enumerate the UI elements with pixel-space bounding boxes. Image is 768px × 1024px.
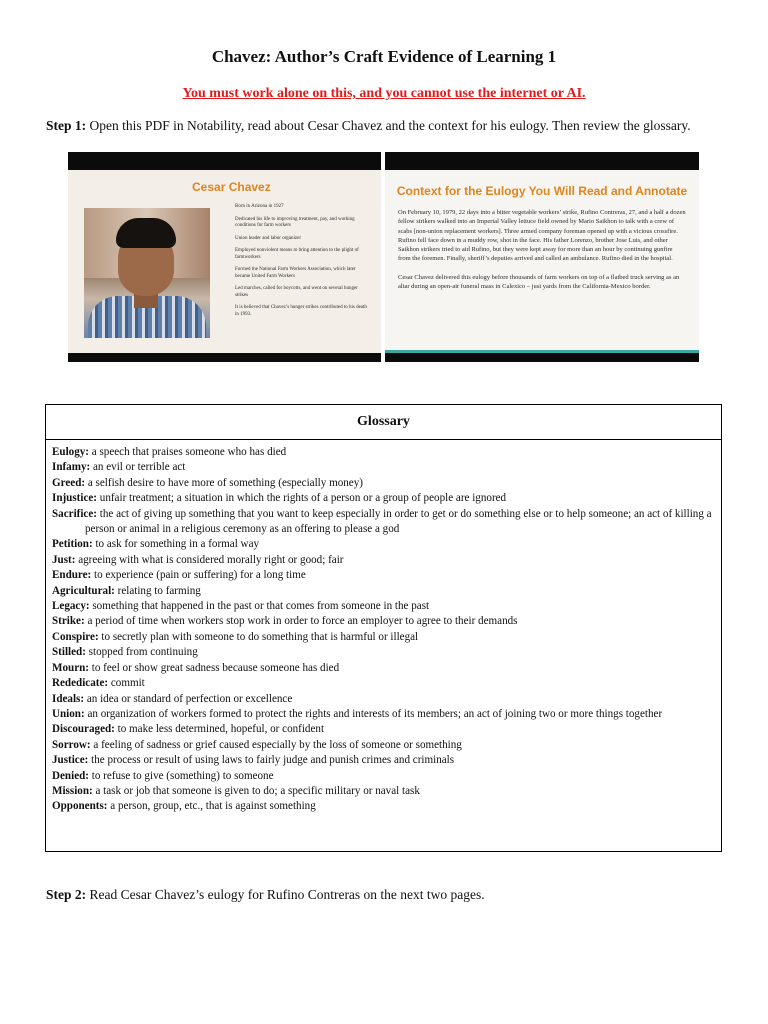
glossary-entry <box>52 568 715 583</box>
glossary-definition: the process or result of using laws to fairly judge and punish crimes and criminals <box>88 754 455 767</box>
fact-item: Led marches, called for boycotts, and went on several hunger strikes <box>235 286 358 298</box>
glossary-entry <box>52 692 715 707</box>
glossary-entry <box>52 537 715 552</box>
glossary-term: Ideals: <box>52 692 85 705</box>
glossary-term: Sacrifice: <box>52 507 97 520</box>
cesar-chavez-photo <box>84 208 210 338</box>
glossary-entry <box>52 799 715 814</box>
glossary-term: Greed: <box>52 476 86 489</box>
cesar-chavez-slide <box>68 152 381 362</box>
glossary-term: Injustice: <box>52 492 97 505</box>
glossary-definition: commit <box>108 677 145 690</box>
glossary-term: Union: <box>52 707 85 720</box>
fact-item: It is believed that Chavez’s hunger strikes contributed to his death in 1993. <box>235 305 367 317</box>
glossary-term: Strike: <box>52 615 85 628</box>
glossary-entry <box>52 630 715 645</box>
glossary-definition: an idea or standard of perfection or excellence <box>84 692 293 705</box>
glossary-entry <box>52 460 715 475</box>
glossary-entry <box>52 769 715 784</box>
glossary-term: Conspire: <box>52 630 99 643</box>
glossary-definition: to make less determined, hopeful, or confident <box>114 723 325 736</box>
slide-bottom-bar <box>68 353 381 362</box>
glossary-definition: to experience (pain or suffering) for a long time <box>91 569 306 582</box>
glossary-definition: to ask for something in a formal way <box>92 538 260 551</box>
glossary-entry <box>52 661 715 676</box>
glossary-definition: agreeing with what is considered morally right or good; fair <box>75 553 344 566</box>
step-2-label: Step 2: <box>46 887 87 902</box>
glossary-entry <box>52 722 715 737</box>
glossary-definition: a feeling of sadness or grief caused especially by the loss of someone or something <box>90 738 462 751</box>
glossary-term: Agricultural: <box>52 584 115 597</box>
glossary-term: Infamy: <box>52 461 91 474</box>
glossary-definition: the act of giving up something that you want to keep especially in order to get or do something else or to help someone; an act of killing a person or animal in a religious ceremony as an offering to please a god <box>85 507 712 536</box>
glossary-term: Opponents: <box>52 800 108 813</box>
glossary-entry <box>52 599 715 614</box>
warning-notice: You must work alone on this, and you cannot use the internet or AI. <box>182 86 586 101</box>
glossary-term: Mourn: <box>52 661 89 674</box>
glossary-entry <box>52 753 715 768</box>
glossary-term: Rededicate: <box>52 677 109 690</box>
fact-item: Dedicated his life to improving treatment, pay, and working conditions for farm workers <box>235 216 355 228</box>
context-paragraph: On February 10, 1979, 22 days into a bitter vegetable workers’ strike, Rufino Contreras, 27, and a half a dozen fellow strikers walked into an Imperial Valley lettuce field owned by Mario Saikhon to talk with a crew of scabs [non-union replacement workers]. Three armed company foreman opened up with a vicious crossfire. Rufino fell face down in a muddy row, shot in the face. His father Lorenzo, brother Jose Luis, and other Saikhon strikers tried to aid Rufino, but they were kept away for more than an hour by continuing gunfire from the foremen. Finally, sheriff’s deputies arrived and called an ambulance. Rufino died in the hospital. <box>398 209 686 263</box>
glossary-term: Legacy: <box>52 600 90 613</box>
glossary-definition: to refuse to give (something) to someone <box>88 769 274 782</box>
glossary-entry <box>52 584 715 599</box>
glossary-term: Sorrow: <box>52 738 91 751</box>
step-1-label: Step 1: <box>46 118 87 133</box>
glossary-term: Eulogy: <box>52 446 89 458</box>
eulogy-context-slide <box>385 152 699 362</box>
glossary-entry <box>52 445 715 460</box>
step-1-instruction <box>46 118 736 134</box>
slide-title: Cesar Chavez <box>192 180 271 194</box>
glossary-term: Just: <box>52 553 76 566</box>
glossary-entry <box>52 507 715 538</box>
fact-item: Born in Arizona in 1927 <box>235 204 284 209</box>
glossary-definition: an organization of workers formed to protect the rights and interests of its members; an act of joining two or more things together <box>84 707 663 720</box>
slide-title: Context for the Eulogy You Will Read and Annotate <box>396 184 688 198</box>
glossary-list <box>46 440 721 815</box>
glossary-definition: a person, group, etc., that is against something <box>107 800 316 813</box>
glossary-definition: something that happened in the past or that comes from someone in the past <box>89 600 430 613</box>
step-2-instruction <box>46 887 485 903</box>
step-2-text: Read Cesar Chavez’s eulogy for Rufino Contreras on the next two pages. <box>86 887 485 902</box>
glossary-definition: an evil or terrible act <box>90 461 186 474</box>
glossary-term: Discouraged: <box>52 723 115 736</box>
glossary-definition: a selfish desire to have more of something (especially money) <box>85 476 363 489</box>
fact-item: Employed nonviolent means to bring attention to the plight of farmworkers <box>235 248 359 260</box>
glossary-term: Stilled: <box>52 646 86 659</box>
glossary-definition: relating to farming <box>114 584 201 597</box>
glossary-entry <box>52 784 715 799</box>
glossary-term: Endure: <box>52 569 92 582</box>
glossary-heading: Glossary <box>46 405 721 440</box>
slide-top-bar <box>68 152 381 170</box>
glossary-definition: unfair treatment; a situation in which the rights of a person or a group of people are ignored <box>97 492 507 505</box>
glossary-entry <box>52 738 715 753</box>
glossary-definition: stopped from continuing <box>85 646 198 659</box>
fact-item: Union leader and labor organizer <box>235 235 301 241</box>
glossary-entry <box>52 707 715 722</box>
glossary-definition: a period of time when workers stop work in order to force an employer to agree to their demands <box>84 615 518 628</box>
glossary-definition: to secretly plan with someone to do something that is harmful or illegal <box>98 630 419 643</box>
glossary-entry <box>52 476 715 491</box>
glossary-entry <box>52 491 715 506</box>
glossary-definition: to feel or show great sadness because someone has died <box>88 661 340 674</box>
document-title: Chavez: Author’s Craft Evidence of Learning 1 <box>211 47 557 66</box>
chavez-facts-list <box>235 204 371 324</box>
glossary-entry <box>52 645 715 660</box>
context-paragraph: Cesar Chavez delivered this eulogy before thousands of farm workers on top of a flatbed truck serving as an altar during an open-air funeral mass in Calexico – just yards from the California-Mexico border. <box>398 273 680 291</box>
glossary-term: Mission: <box>52 784 93 797</box>
glossary-definition: a speech that praises someone who has died <box>89 446 287 458</box>
glossary-entry <box>52 553 715 568</box>
glossary-term: Justice: <box>52 754 89 767</box>
slide-bottom-bar <box>385 353 699 362</box>
fact-item: Formed the National Farm Workers Association, which later became United Farm Workers <box>235 267 356 279</box>
glossary-table <box>45 404 722 852</box>
glossary-term: Petition: <box>52 538 93 551</box>
glossary-definition: a task or job that someone is given to do; a specific military or naval task <box>92 784 420 797</box>
glossary-entry <box>52 676 715 691</box>
context-text <box>398 208 686 300</box>
glossary-entry <box>52 614 715 629</box>
slide-top-bar <box>385 152 699 170</box>
glossary-term: Denied: <box>52 769 89 782</box>
step-1-text: Open this PDF in Notability, read about Cesar Chavez and the context for his eulogy. Then review the glossary. <box>86 118 691 133</box>
